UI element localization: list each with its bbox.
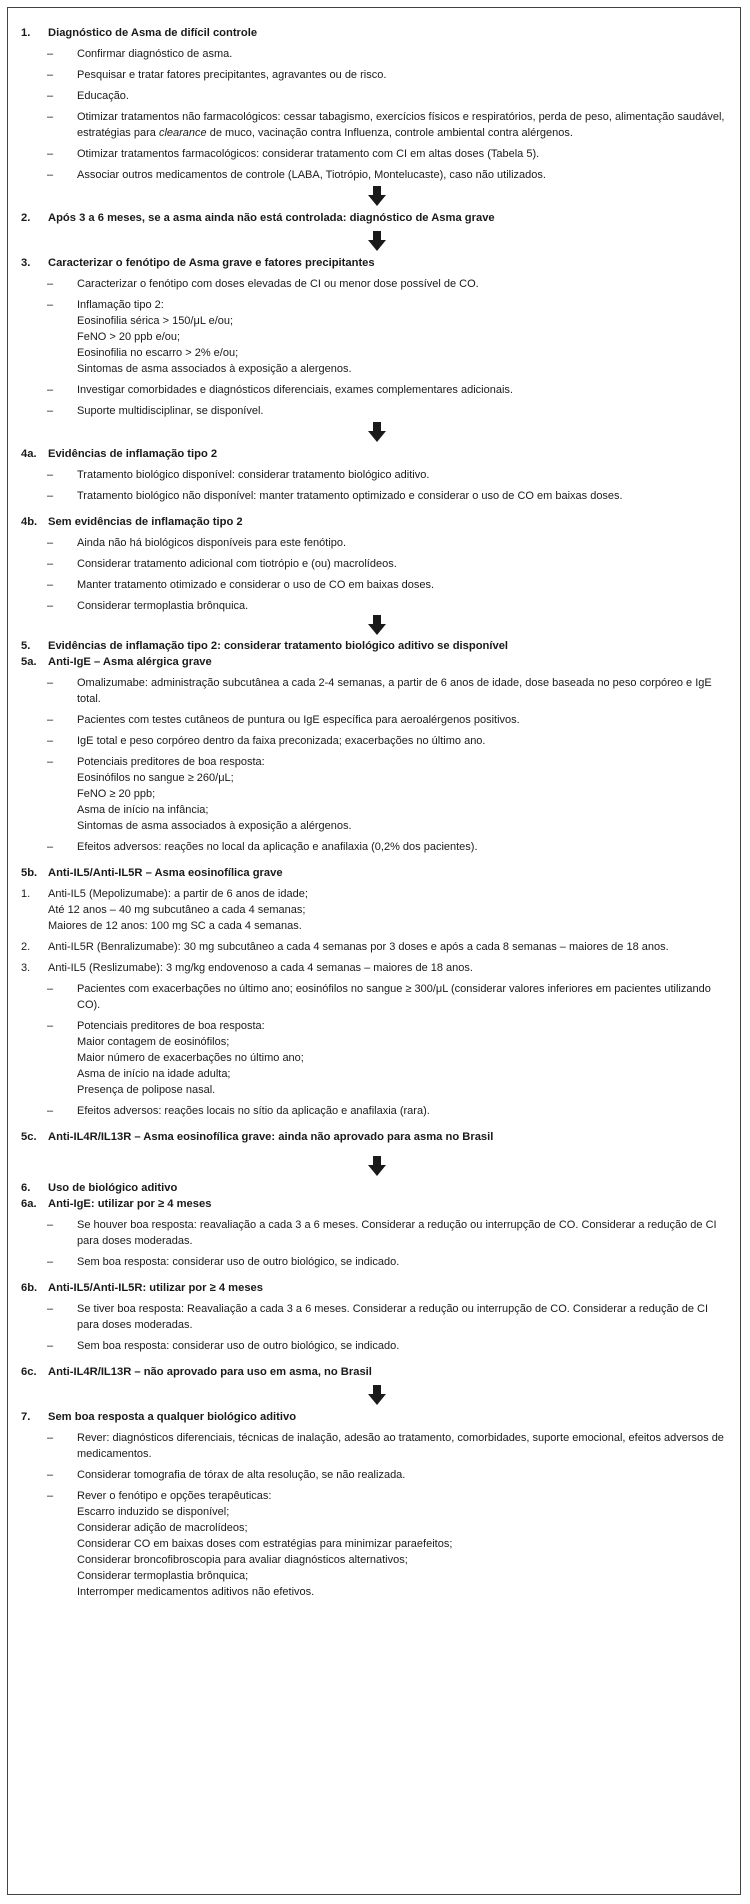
flow-arrow — [21, 231, 733, 253]
dash-bullet: – — [47, 48, 54, 60]
list-item-text: Considerar tomografia de tórax de alta resolução, se não realizada. — [77, 1469, 406, 1481]
list-item — [21, 403, 733, 419]
list-item — [21, 1301, 733, 1333]
list-item — [21, 1338, 733, 1354]
list-item — [21, 1488, 733, 1600]
section-title-s5c — [21, 1131, 733, 1144]
list-item-text: Considerar termoplastia brônquica. — [77, 600, 249, 612]
down-arrow-icon — [368, 231, 386, 251]
numbered-item-text: Anti-IL5 (Reslizumabe): 3 mg/kg endovenoso a cada 4 semanas – maiores de 18 anos. — [48, 962, 473, 974]
dash-bullet: – — [47, 1219, 54, 1231]
section-title-s6a — [21, 1198, 733, 1211]
section-number: 6c. — [21, 1366, 37, 1378]
list-item — [21, 577, 733, 593]
section-number: 5b. — [21, 867, 38, 879]
section-heading: Evidências de inflamação tipo 2 — [48, 448, 218, 460]
item-number: 1. — [21, 888, 31, 900]
list-item — [21, 535, 733, 551]
list-item-text: Omalizumabe: administração subcutânea a cada 2-4 semanas, a partir de 6 anos de idade, dose baseada no peso corpóreo e IgE total. — [77, 677, 712, 705]
section-title-s7 — [21, 1411, 733, 1424]
section-title-s5b — [21, 867, 733, 880]
flow-arrow — [21, 422, 733, 444]
dash-bullet: – — [47, 677, 54, 689]
section-title-s2 — [21, 212, 733, 225]
section-heading: Anti-IgE – Asma alérgica grave — [48, 656, 212, 668]
list-item — [21, 712, 733, 728]
section-number: 4a. — [21, 448, 37, 460]
list-item — [21, 556, 733, 572]
dash-bullet: – — [47, 1303, 54, 1315]
list-item-text: Potenciais preditores de boa resposta: Maior contagem de eosinófilos; Maior número de exacerbações no último ano; Asma de início na idade adulta; Presença de polipose nasal. — [77, 1020, 304, 1096]
dash-bullet: – — [47, 405, 54, 417]
section-number: 2. — [21, 212, 31, 224]
list-item — [21, 839, 733, 855]
section-heading: Sem boa resposta a qualquer biológico aditivo — [48, 1411, 297, 1423]
section-number: 5c. — [21, 1131, 37, 1143]
list-item — [21, 733, 733, 749]
section-number: 6b. — [21, 1282, 38, 1294]
section-number: 6a. — [21, 1198, 37, 1210]
section-number: 6. — [21, 1182, 31, 1194]
list-item — [21, 167, 733, 183]
list-item — [21, 1430, 733, 1462]
numbered-list-s5b — [21, 886, 733, 976]
dash-bullet: – — [47, 1469, 54, 1481]
list-item — [21, 488, 733, 504]
list-item-text: Tratamento biológico disponível: considerar tratamento biológico aditivo. — [77, 469, 430, 481]
bullet-list-s5b — [21, 981, 733, 1119]
list-item-text: Pacientes com exacerbações no último ano; eosinófilos no sangue ≥ 300/μL (considerar valores inferiores em pacientes utilizando CO). — [77, 983, 711, 1011]
dash-bullet: – — [47, 600, 54, 612]
list-item-text: Se houver boa resposta: reavaliação a cada 3 a 6 meses. Considerar a redução ou interrupção de CO. Considerar a redução de CI para doses moderadas. — [77, 1219, 717, 1247]
section-number: 4b. — [21, 516, 38, 528]
dash-bullet: – — [47, 558, 54, 570]
list-item-text: Otimizar tratamentos não farmacológicos: cessar tabagismo, exercícios físicos e respiratórios, perda de peso, alimentação saudável, estratégias para clearance de muco, vacinação contra Influenza, controle ambiental contra alérgenos. — [77, 111, 725, 139]
list-item-text: Pesquisar e tratar fatores precipitantes, agravantes ou de risco. — [77, 69, 387, 81]
dash-bullet: – — [47, 983, 54, 995]
flow-arrow — [21, 1385, 733, 1407]
list-item — [21, 297, 733, 377]
list-item — [21, 146, 733, 162]
section-heading: Anti-IgE: utilizar por ≥ 4 meses — [48, 1198, 212, 1210]
list-item-text: Pacientes com testes cutâneos de puntura ou IgE específica para aeroalérgenos positivos. — [77, 714, 520, 726]
list-item — [21, 1254, 733, 1270]
list-item-text: Considerar tratamento adicional com tiotrópio e (ou) macrolídeos. — [77, 558, 397, 570]
list-item — [21, 276, 733, 292]
section-title-s6b — [21, 1282, 733, 1295]
list-item — [21, 46, 733, 62]
bullet-list-s5a — [21, 675, 733, 855]
section-heading: Anti-IL5/Anti-IL5R – Asma eosinofílica grave — [48, 867, 283, 879]
list-item-text: Ainda não há biológicos disponíveis para este fenótipo. — [77, 537, 347, 549]
section-title-s5a — [21, 656, 733, 669]
section-title-s3 — [21, 257, 733, 270]
section-heading: Anti-IL4R/IL13R – não aprovado para uso em asma, no Brasil — [48, 1366, 372, 1378]
section-number: 7. — [21, 1411, 31, 1423]
list-item-text: Otimizar tratamentos farmacológicos: considerar tratamento com CI em altas doses (Tabela 5). — [77, 148, 540, 160]
section-heading: Uso de biológico aditivo — [48, 1182, 178, 1194]
bullet-list-s6a — [21, 1217, 733, 1270]
item-number: 2. — [21, 941, 31, 953]
list-item-text: Potenciais preditores de boa resposta: Eosinófilos no sangue ≥ 260/μL; FeNO ≥ 20 ppb; Asma de início na infância; Sintomas de asma associados à exposição a alérgenos. — [77, 756, 352, 832]
list-item-text: IgE total e peso corpóreo dentro da faixa preconizada; exacerbações no último ano. — [77, 735, 486, 747]
section-title-s4a — [21, 448, 733, 461]
dash-bullet: – — [47, 69, 54, 81]
section-heading: Anti-IL5/Anti-IL5R: utilizar por ≥ 4 meses — [48, 1282, 263, 1294]
section-number: 1. — [21, 27, 31, 39]
numbered-item-text: Anti-IL5 (Mepolizumabe): a partir de 6 anos de idade; Até 12 anos – 40 mg subcutâneo a cada 4 semanas; Maiores de 12 anos: 100 mg SC a cada 4 semanas. — [48, 888, 308, 932]
section-heading: Diagnóstico de Asma de difícil controle — [48, 27, 258, 39]
bullet-list-s3 — [21, 276, 733, 419]
list-item-text: Manter tratamento otimizado e considerar o uso de CO em baixas doses. — [77, 579, 435, 591]
list-item-text: Rever: diagnósticos diferenciais, técnicas de inalação, adesão ao tratamento, comorbidades, suporte emocional, efeitos adversos de medicamentos. — [77, 1432, 724, 1460]
numbered-item — [21, 939, 733, 955]
flow-arrow — [21, 615, 733, 637]
dash-bullet: – — [47, 469, 54, 481]
dash-bullet: – — [47, 579, 54, 591]
bullet-list-s7 — [21, 1430, 733, 1600]
dash-bullet: – — [47, 299, 54, 311]
dash-bullet: – — [47, 169, 54, 181]
down-arrow-icon — [368, 1385, 386, 1405]
section-number: 5a. — [21, 656, 37, 668]
list-item-text: Tratamento biológico não disponível: manter tratamento optimizado e considerar o uso de CO em baixas doses. — [77, 490, 623, 502]
dash-bullet: – — [47, 1256, 54, 1268]
section-number: 3. — [21, 257, 31, 269]
list-item-text: Investigar comorbidades e diagnósticos diferenciais, exames complementares adicionais. — [77, 384, 513, 396]
list-item — [21, 675, 733, 707]
down-arrow-icon — [368, 1156, 386, 1176]
list-item-text: Rever o fenótipo e opções terapêuticas: Escarro induzido se disponível; Considerar adição de macrolídeos; Considerar CO em baixas doses com estratégias para minimizar paraefeitos; Considerar broncofibroscopia para avaliar diagnósticos alternativos; Considerar termoplastia brônquica; Interromper medicamentos aditivos não efetivos. — [77, 1490, 453, 1598]
section-title-s5 — [21, 640, 733, 653]
section-heading: Sem evidências de inflamação tipo 2 — [48, 516, 243, 528]
section-heading: Após 3 a 6 meses, se a asma ainda não está controlada: diagnóstico de Asma grave — [48, 212, 495, 224]
list-item-text: Suporte multidisciplinar, se disponível. — [77, 405, 264, 417]
down-arrow-icon — [368, 422, 386, 442]
list-item-text: Caracterizar o fenótipo com doses elevadas de CI ou menor dose possível de CO. — [77, 278, 479, 290]
down-arrow-icon — [368, 186, 386, 206]
dash-bullet: – — [47, 1490, 54, 1502]
numbered-item — [21, 960, 733, 976]
list-item — [21, 1217, 733, 1249]
section-heading: Anti-IL4R/IL13R – Asma eosinofílica grave: ainda não aprovado para asma no Brasil — [48, 1131, 494, 1143]
list-item — [21, 88, 733, 104]
list-item-text: Efeitos adversos: reações no local da aplicação e anafilaxia (0,2% dos pacientes). — [77, 841, 478, 853]
numbered-item — [21, 886, 733, 934]
bullet-list-s1 — [21, 46, 733, 183]
dash-bullet: – — [47, 537, 54, 549]
flowchart-content — [21, 18, 733, 1605]
section-heading: Evidências de inflamação tipo 2: considerar tratamento biológico aditivo se disponível — [48, 640, 509, 652]
flow-arrow — [21, 186, 733, 208]
section-title-s6c — [21, 1366, 733, 1379]
bullet-list-s4a — [21, 467, 733, 504]
dash-bullet: – — [47, 756, 54, 768]
dash-bullet: – — [47, 1105, 54, 1117]
list-item — [21, 1103, 733, 1119]
flowchart-frame — [7, 7, 741, 1895]
list-item — [21, 598, 733, 614]
dash-bullet: – — [47, 714, 54, 726]
dash-bullet: – — [47, 278, 54, 290]
numbered-item-text: Anti-IL5R (Benralizumabe): 30 mg subcutâneo a cada 4 semanas por 3 doses e após a cada 8 semanas – maiores de 18 anos. — [48, 941, 669, 953]
dash-bullet: – — [47, 111, 54, 123]
dash-bullet: – — [47, 1432, 54, 1444]
dash-bullet: – — [47, 1340, 54, 1352]
section-title-s1 — [21, 27, 733, 40]
bullet-list-s6b — [21, 1301, 733, 1354]
list-item — [21, 1467, 733, 1483]
down-arrow-icon — [368, 615, 386, 635]
list-item — [21, 981, 733, 1013]
list-item-text: Confirmar diagnóstico de asma. — [77, 48, 233, 60]
list-item — [21, 754, 733, 834]
list-item-text: Educação. — [77, 90, 129, 102]
bullet-list-s4b — [21, 535, 733, 614]
list-item — [21, 109, 733, 141]
list-item-text: Sem boa resposta: considerar uso de outro biológico, se indicado. — [77, 1340, 400, 1352]
list-item-text: Associar outros medicamentos de controle (LABA, Tiotrópio, Montelucaste), caso não utilizados. — [77, 169, 546, 181]
list-item — [21, 1018, 733, 1098]
section-title-s4b — [21, 516, 733, 529]
dash-bullet: – — [47, 384, 54, 396]
section-heading: Caracterizar o fenótipo de Asma grave e fatores precipitantes — [48, 257, 375, 269]
list-item — [21, 67, 733, 83]
dash-bullet: – — [47, 148, 54, 160]
section-title-s6 — [21, 1182, 733, 1195]
dash-bullet: – — [47, 841, 54, 853]
section-number: 5. — [21, 640, 31, 652]
dash-bullet: – — [47, 90, 54, 102]
dash-bullet: – — [47, 1020, 54, 1032]
flow-arrow — [21, 1156, 733, 1178]
list-item-text: Se tiver boa resposta: Reavaliação a cada 3 a 6 meses. Considerar a redução ou interrupção de CO. Considerar a redução de CI para doses moderadas. — [77, 1303, 709, 1331]
item-number: 3. — [21, 962, 31, 974]
list-item — [21, 382, 733, 398]
dash-bullet: – — [47, 490, 54, 502]
dash-bullet: – — [47, 735, 54, 747]
list-item — [21, 467, 733, 483]
list-item-text: Sem boa resposta: considerar uso de outro biológico, se indicado. — [77, 1256, 400, 1268]
list-item-text: Efeitos adversos: reações locais no sítio da aplicação e anafilaxia (rara). — [77, 1105, 430, 1117]
list-item-text: Inflamação tipo 2: Eosinofilia sérica > 150/μL e/ou; FeNO > 20 ppb e/ou; Eosinofilia no escarro > 2% e/ou; Sintomas de asma associados à exposição a alergenos. — [77, 299, 352, 375]
